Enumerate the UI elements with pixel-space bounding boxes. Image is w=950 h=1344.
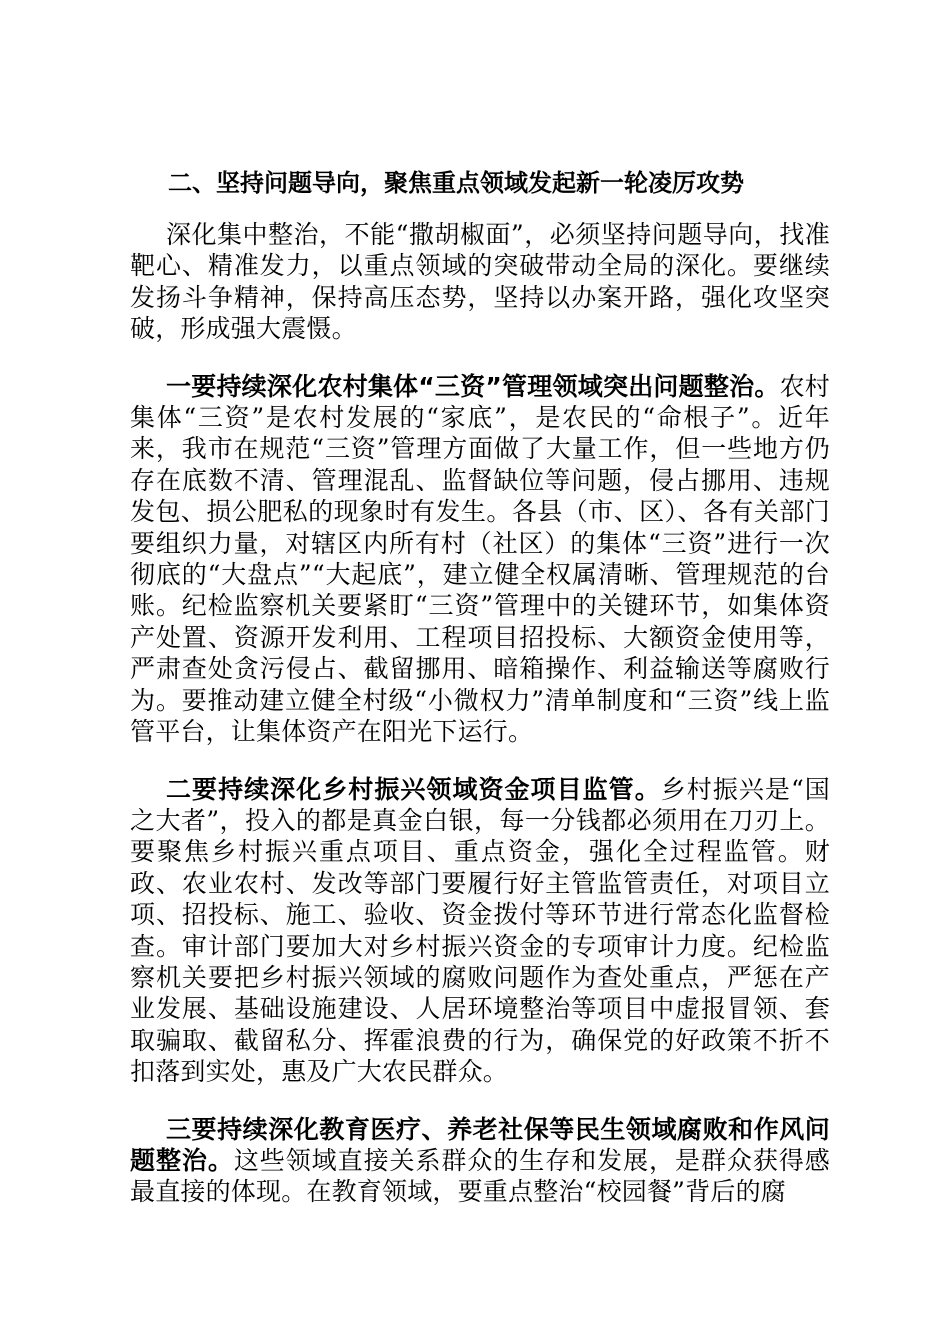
paragraph-lead: 三要持续深化教育医疗、养老社保等民生领域腐败和作风问题整治。: [130, 1114, 830, 1175]
paragraph-text: 深化集中整治，不能“撒胡椒面”，必须坚持问题导向，找准靶心、精准发力，以重点领域的突破带动全局的深化。要继续发扬斗争精神，保持高压态势，坚持以办案开路，强化攻坚突破，形成强大震慑。: [130, 220, 830, 344]
paragraph-lead: 二要持续深化乡村振兴领域资金项目监管。: [166, 774, 661, 804]
document-page: [130, 163, 830, 1234]
paragraph-rural-revitalization: [130, 774, 830, 1088]
paragraph-text: 乡村振兴是“国之大者”，投入的都是真金白银，每一分钱都必须用在刀刃上。要聚焦乡村振兴重点项目、重点资金，强化全过程监管。财政、农业农村、发改等部门要履行好主管监管责任，对项目立项、招投标、施工、验收、资金拨付等环节进行常态化监督检查。审计部门要加大对乡村振兴资金的专项审计力度。纪检监察机关要把乡村振兴领域的腐败问题作为查处重点，严惩在产业发展、基础设施建设、人居环境整治等项目中虚报冒领、套取骗取、截留私分、挥霍浪费的行为，确保党的好政策不折不扣落到实处，惠及广大农民群众。: [130, 774, 830, 1087]
paragraph-text: 这些领域直接关系群众的生存和发展，是群众获得感最直接的体现。在教育领域，要重点整治“校园餐”背后的腐: [130, 1145, 830, 1207]
paragraph-rural-assets: [130, 371, 830, 748]
paragraph-lead: 一要持续深化农村集体“三资”管理领域突出问题整治。: [166, 371, 780, 401]
paragraph-intro: [130, 219, 830, 345]
paragraph-text: 农村集体“三资”是农村发展的“家底”，是农民的“命根子”。近年来，我市在规范“三资”管理方面做了大量工作，但一些地方仍存在底数不清、管理混乱、监督缺位等问题，侵占挪用、违规发包、损公肥私的现象时有发生。各县（市、区）、各有关部门要组织力量，对辖区内所有村（社区）的集体“三资”进行一次彻底的“大盘点”“大起底”，建立健全权属清晰、管理规范的台账。纪检监察机关要紧盯“三资”管理中的关键环节，如集体资产处置、资源开发利用、工程项目招投标、大额资金使用等，严肃查处贪污侵占、截留挪用、暗箱操作、利益输送等腐败行为。要推动建立健全村级“小微权力”清单制度和“三资”线上监管平台，让集体资产在阳光下运行。: [130, 371, 830, 747]
paragraph-livelihood: [130, 1114, 830, 1208]
section-heading: 二、坚持问题导向，聚焦重点领域发起新一轮凌厉攻势: [168, 169, 744, 197]
